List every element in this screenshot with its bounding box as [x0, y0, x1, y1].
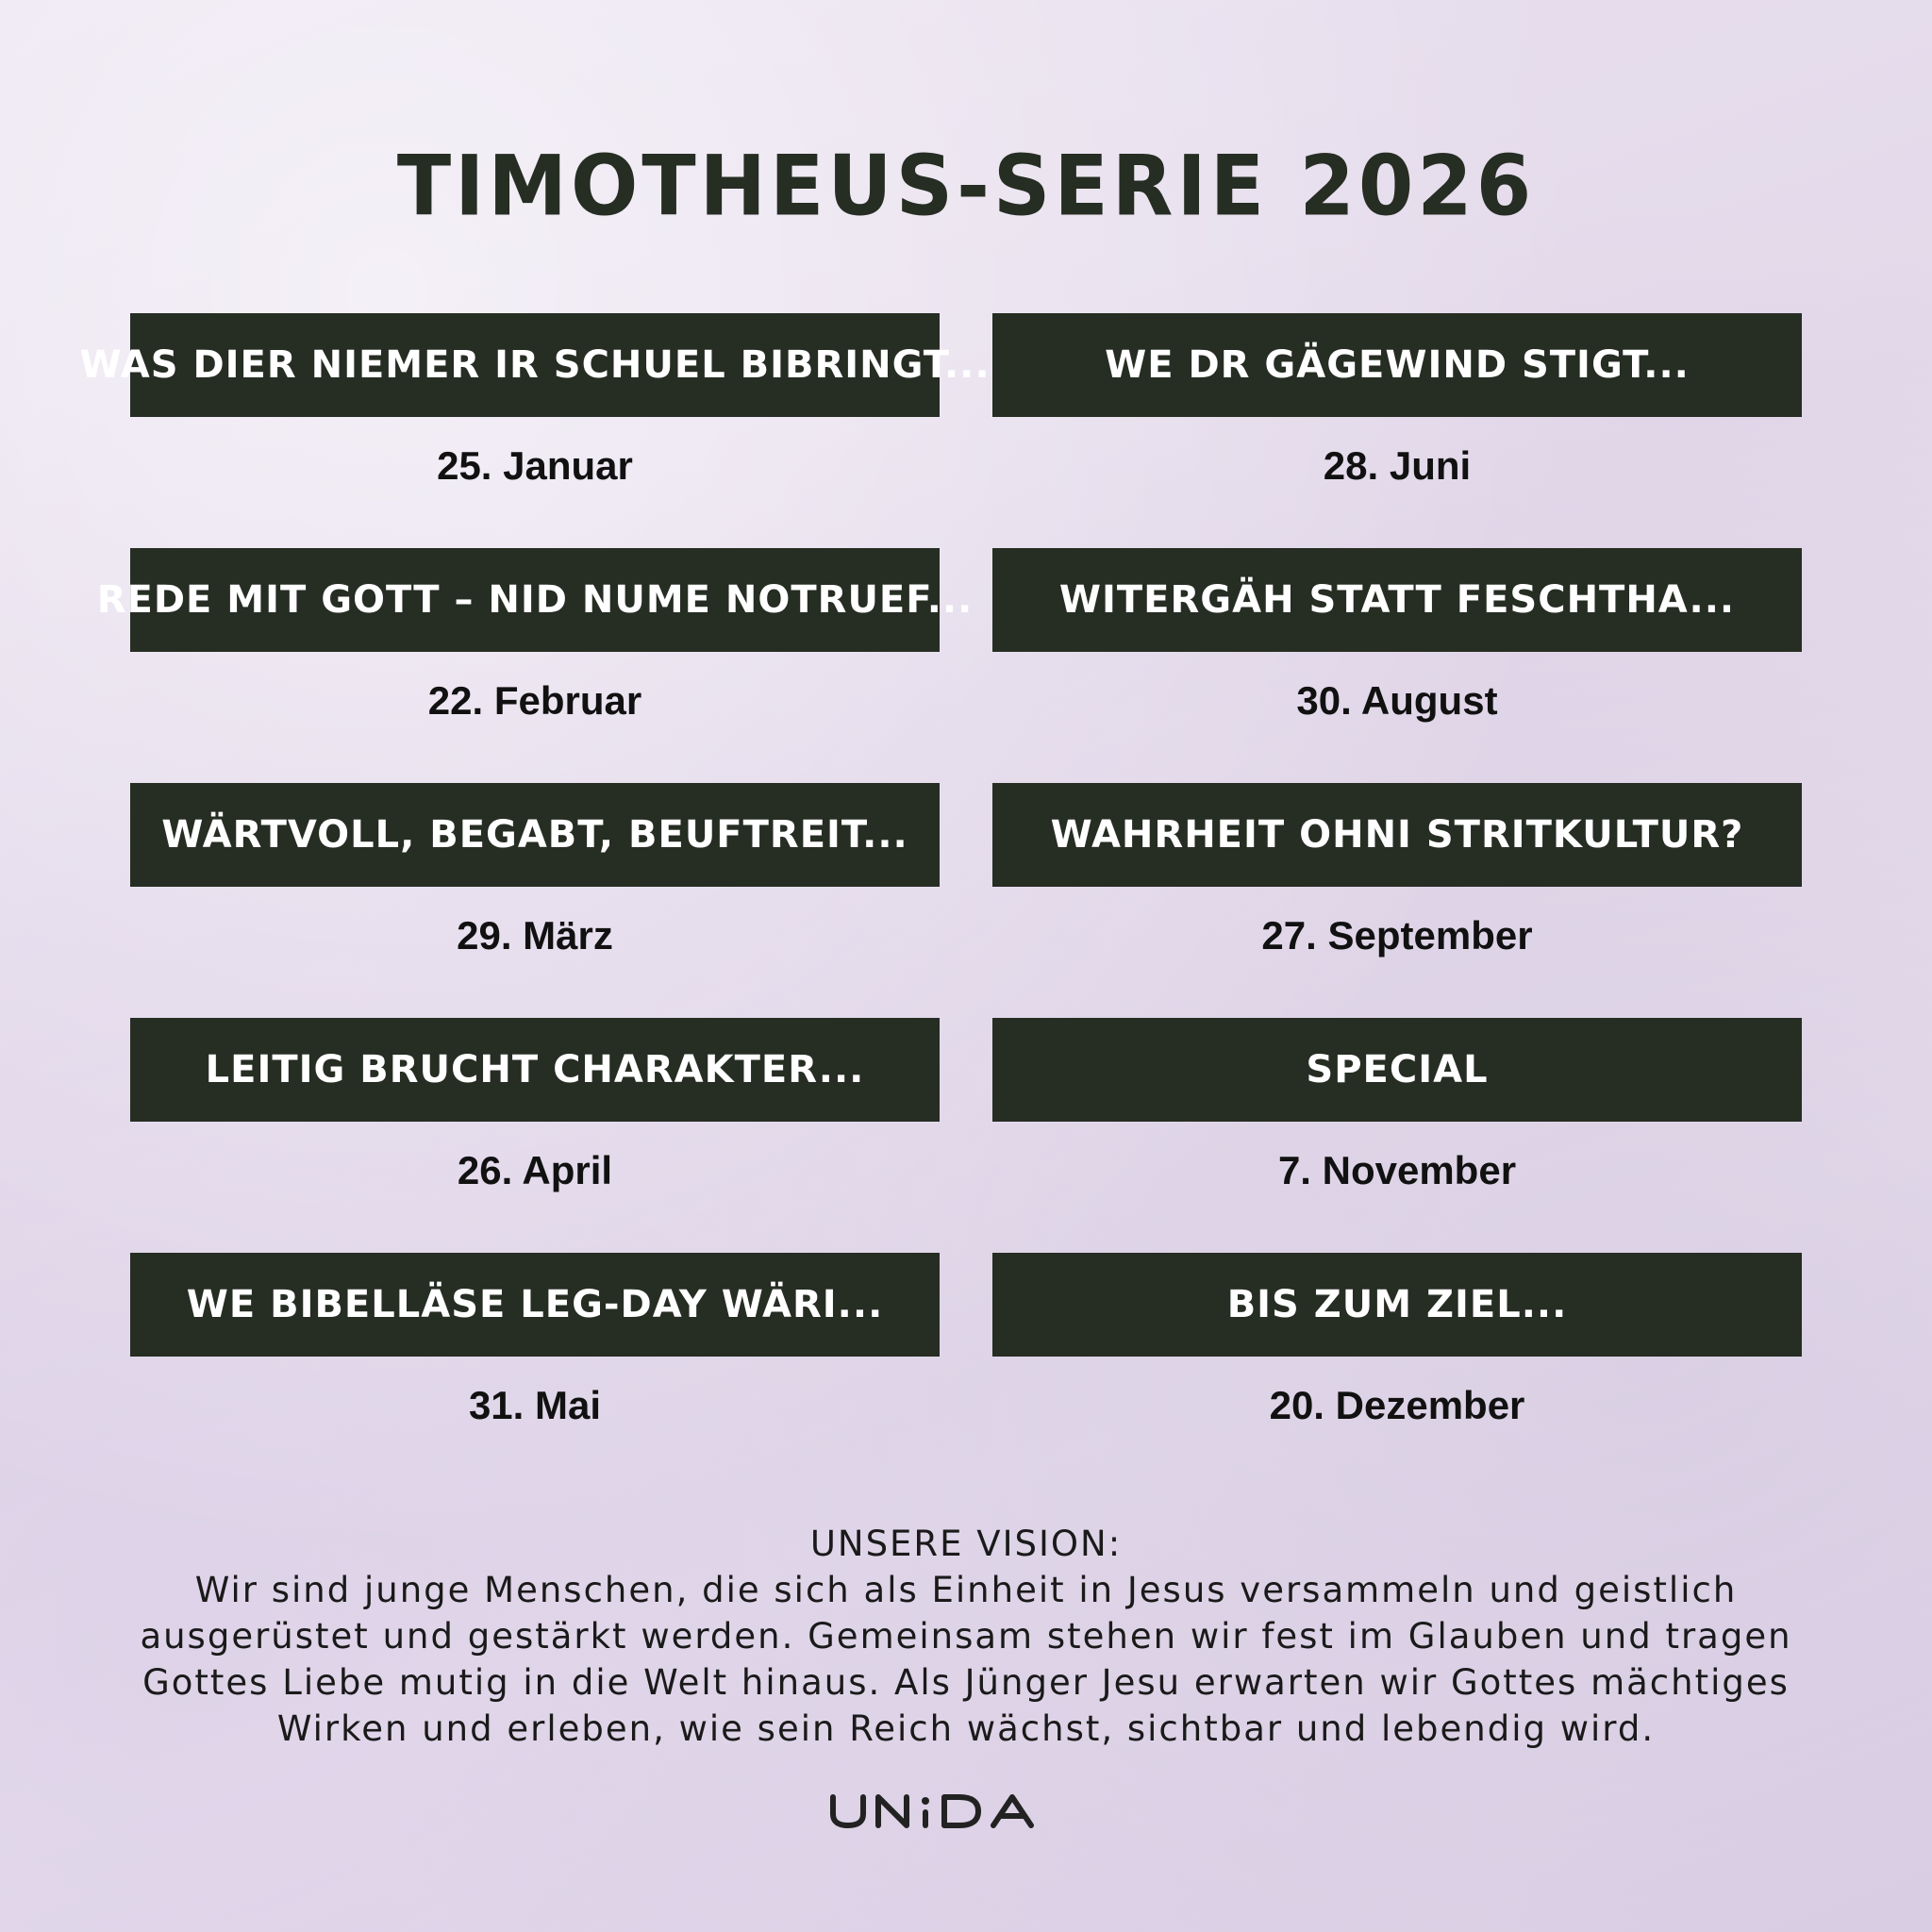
- event-title-banner: WE BIBELLÄSE LEG-DAY WÄRI...: [130, 1253, 940, 1357]
- event-item: [96, 548, 974, 783]
- vision-text: Wir sind junge Menschen, die sich als Einheit in Jesus versammeln und geistlich ausgerüstet und gestärkt werden. Gemeinsam stehen wir fest im Glauben und tragen Gottes Liebe mutig in die Welt hinaus. Als Jünger Jesu erwarten wir Gottes mächtiges Wirken und erleben, wie sein Reich wächst, sichtbar und lebendig wird.: [140, 1570, 1792, 1749]
- event-item: [130, 1018, 940, 1253]
- event-title-banner: WÄRTVOLL, BEGABT, BEUFTREIT...: [130, 783, 940, 887]
- event-item: [79, 313, 991, 548]
- event-title-banner: WAS DIER NIEMER IR SCHUEL BIBRINGT...: [130, 313, 940, 417]
- event-item: [130, 1253, 940, 1488]
- event-item: [992, 548, 1802, 783]
- vision-heading: UNSERE VISION:: [809, 1524, 1123, 1564]
- event-item: [992, 1253, 1802, 1488]
- event-title-banner: LEITIG BRUCHT CHARAKTER...: [130, 1018, 940, 1122]
- event-date: 30. August: [1296, 678, 1498, 723]
- event-title-banner: REDE MIT GOTT – NID NUME NOTRUEF...: [130, 548, 940, 652]
- vision-section: [94, 1521, 1838, 1752]
- event-date: 26. April: [457, 1148, 613, 1192]
- event-item: [992, 783, 1802, 1018]
- event-date: 20. Dezember: [1269, 1383, 1525, 1427]
- event-title-banner: WE DR GÄGEWIND STIGT...: [992, 313, 1802, 417]
- event-date: 28. Juni: [1323, 443, 1472, 488]
- event-date: 31. Mai: [468, 1383, 602, 1427]
- event-grid: [79, 313, 1802, 1488]
- unida-logo: [824, 1789, 1051, 1836]
- event-item: [992, 1018, 1802, 1253]
- page-title: TIMOTHEUS-SERIE 2026: [396, 137, 1536, 235]
- event-title-banner: BIS ZUM ZIEL...: [992, 1253, 1802, 1357]
- event-title-banner: WITERGÄH STATT FESCHTHA...: [992, 548, 1802, 652]
- event-title-banner: WAHRHEIT OHNI STRITKULTUR?: [992, 783, 1802, 887]
- event-date: 25. Januar: [437, 443, 633, 488]
- event-date: 27. September: [1261, 913, 1533, 958]
- event-item: [130, 783, 940, 1018]
- event-date: 29. März: [457, 913, 613, 958]
- event-date: 22. Februar: [427, 678, 642, 723]
- event-date: 7. November: [1277, 1148, 1517, 1192]
- event-item: [992, 313, 1802, 548]
- unida-logo-mark: [827, 1793, 1048, 1831]
- event-title-banner: SPECIAL: [992, 1018, 1802, 1122]
